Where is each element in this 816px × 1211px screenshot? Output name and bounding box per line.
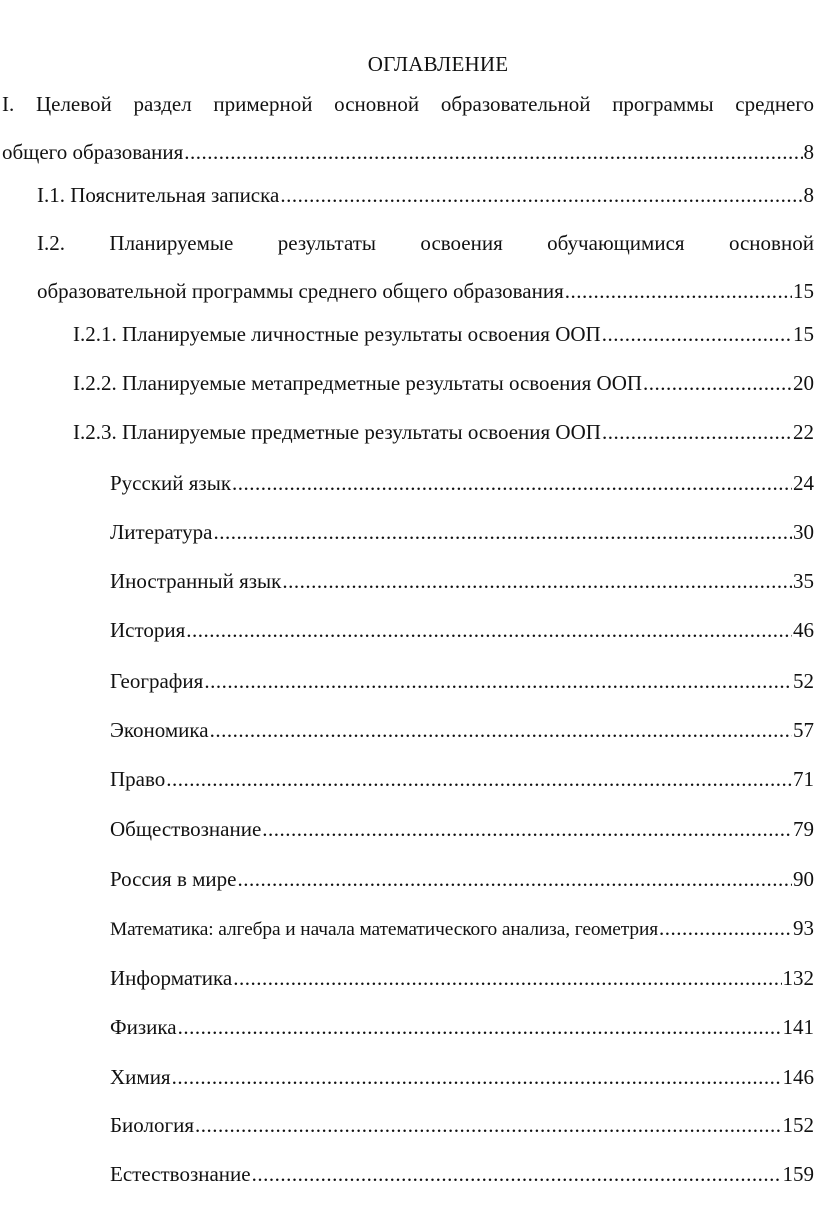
section-number: I. bbox=[2, 92, 15, 116]
toc-entry-subsection[interactable] bbox=[73, 418, 814, 446]
toc-entry-label: История bbox=[110, 618, 186, 642]
toc-page-number: 15 bbox=[793, 322, 814, 346]
toc-entry-second-line bbox=[37, 277, 814, 305]
toc-entry-label: Информатика bbox=[110, 966, 233, 990]
dot-leader bbox=[232, 469, 792, 497]
dot-leader bbox=[186, 616, 792, 644]
toc-page-number: 46 bbox=[793, 618, 814, 642]
heading-word: среднего bbox=[735, 92, 814, 116]
toc-entry-label: География bbox=[110, 669, 204, 693]
toc-entry-label: общего образования bbox=[2, 140, 184, 164]
toc-page-number: 93 bbox=[793, 916, 814, 940]
dot-leader bbox=[166, 765, 792, 793]
heading-word: освоения bbox=[420, 231, 503, 255]
toc-entry-subject[interactable] bbox=[110, 1111, 814, 1139]
toc-page-number: 152 bbox=[782, 1113, 814, 1137]
dot-leader bbox=[237, 865, 792, 893]
toc-entry-label: Химия bbox=[110, 1065, 171, 1089]
toc-page-number: 132 bbox=[782, 966, 814, 990]
toc-entry-label: I.2.3. Планируемые предметные результаты освоения ООП bbox=[73, 420, 601, 444]
dot-leader bbox=[262, 815, 792, 843]
dot-leader bbox=[184, 138, 802, 166]
toc-entry-first-line bbox=[2, 90, 814, 118]
toc-page-number: 20 bbox=[793, 371, 814, 395]
toc-page-number: 79 bbox=[793, 817, 814, 841]
heading-word: основной bbox=[728, 231, 814, 255]
dot-leader bbox=[659, 914, 792, 942]
dot-leader bbox=[252, 1160, 782, 1188]
toc-page-number: 24 bbox=[793, 471, 814, 495]
toc-entry-label: Иностранный язык bbox=[110, 569, 282, 593]
toc-page-number: 71 bbox=[793, 767, 814, 791]
toc-entry-label: Биология bbox=[110, 1113, 195, 1137]
dot-leader bbox=[195, 1111, 781, 1139]
toc-page-number: 35 bbox=[793, 569, 814, 593]
toc-entry-label: Обществознание bbox=[110, 817, 262, 841]
toc-entry-label: I.1. Пояснительная записка bbox=[37, 183, 280, 207]
heading-word: Планируемые bbox=[109, 231, 234, 255]
toc-entry-label: Экономика bbox=[110, 718, 209, 742]
toc-entry-subsection[interactable] bbox=[73, 369, 814, 397]
toc-page-number: 141 bbox=[782, 1015, 814, 1039]
dot-leader bbox=[204, 667, 792, 695]
dot-leader bbox=[602, 418, 792, 446]
toc-entry-label: Физика bbox=[110, 1015, 177, 1039]
toc-entry-label: Литература bbox=[110, 520, 213, 544]
toc-entry-subject[interactable] bbox=[110, 567, 814, 595]
toc-entry-label: Россия в мире bbox=[110, 867, 237, 891]
heading-word: раздел bbox=[133, 92, 192, 116]
toc-page-number: 8 bbox=[803, 140, 814, 164]
toc-page-number: 15 bbox=[793, 279, 814, 303]
dot-leader bbox=[210, 716, 792, 744]
toc-entry-label: Естествознание bbox=[110, 1162, 251, 1186]
toc-entry-section-1-2[interactable] bbox=[37, 229, 814, 305]
toc-entry-label: образовательной программы среднего общего образования bbox=[37, 279, 564, 303]
dot-leader bbox=[178, 1013, 782, 1041]
toc-entry-subject[interactable] bbox=[110, 964, 814, 992]
dot-leader bbox=[565, 277, 792, 305]
dot-leader bbox=[233, 964, 781, 992]
toc-entry-subject[interactable] bbox=[110, 1160, 814, 1188]
toc-page-number: 8 bbox=[803, 183, 814, 207]
toc-page-number: 52 bbox=[793, 669, 814, 693]
toc-entry-subject[interactable] bbox=[110, 1063, 814, 1091]
toc-entry-label: Математика: алгебра и начала математического анализа, геометрия bbox=[110, 919, 659, 940]
heading-word: образовательной bbox=[440, 92, 591, 116]
heading-word: примерной bbox=[213, 92, 313, 116]
dot-leader bbox=[282, 567, 792, 595]
dot-leader bbox=[213, 518, 792, 546]
toc-entry-label: I.2.1. Планируемые личностные результаты освоения ООП bbox=[73, 322, 601, 346]
toc-entry-section-1[interactable] bbox=[2, 90, 814, 166]
heading-word: основной bbox=[334, 92, 420, 116]
dot-leader bbox=[172, 1063, 782, 1091]
toc-entry-subject[interactable] bbox=[110, 667, 814, 695]
toc-entry-subject[interactable] bbox=[110, 765, 814, 793]
heading-word: обучающимися bbox=[547, 231, 685, 255]
toc-page-number: 22 bbox=[793, 420, 814, 444]
heading-word: программы bbox=[612, 92, 714, 116]
heading-word: результаты bbox=[277, 231, 377, 255]
toc-page-number: 159 bbox=[782, 1162, 814, 1186]
toc-entry-subject[interactable] bbox=[110, 815, 814, 843]
heading-word: Целевой bbox=[35, 92, 112, 116]
toc-page-number: 146 bbox=[782, 1065, 814, 1089]
toc-entry-subject[interactable] bbox=[110, 865, 814, 893]
toc-page-number: 57 bbox=[793, 718, 814, 742]
toc-entry-label: Право bbox=[110, 767, 166, 791]
dot-leader bbox=[643, 369, 792, 397]
toc-page-number: 30 bbox=[793, 520, 814, 544]
dot-leader bbox=[602, 320, 792, 348]
toc-title: ОГЛАВЛЕНИЕ bbox=[367, 52, 509, 76]
toc-entry-subject[interactable] bbox=[110, 716, 814, 744]
section-number: I.2. bbox=[37, 231, 65, 255]
toc-entry-subject[interactable] bbox=[110, 469, 814, 497]
toc-entry-subject[interactable] bbox=[110, 1013, 814, 1041]
toc-page-number: 90 bbox=[793, 867, 814, 891]
toc-entry-subject[interactable] bbox=[110, 518, 814, 546]
toc-entry-second-line bbox=[2, 138, 814, 166]
toc-entry-label: Русский язык bbox=[110, 471, 232, 495]
toc-entry-subsection[interactable] bbox=[73, 320, 814, 348]
toc-entry-first-line bbox=[37, 229, 814, 257]
toc-entry-section-1-1[interactable] bbox=[37, 181, 814, 209]
toc-entry-subject[interactable] bbox=[110, 914, 814, 942]
toc-entry-label: I.2.2. Планируемые метапредметные результаты освоения ООП bbox=[73, 371, 643, 395]
dot-leader bbox=[280, 181, 802, 209]
toc-entry-subject[interactable] bbox=[110, 616, 814, 644]
